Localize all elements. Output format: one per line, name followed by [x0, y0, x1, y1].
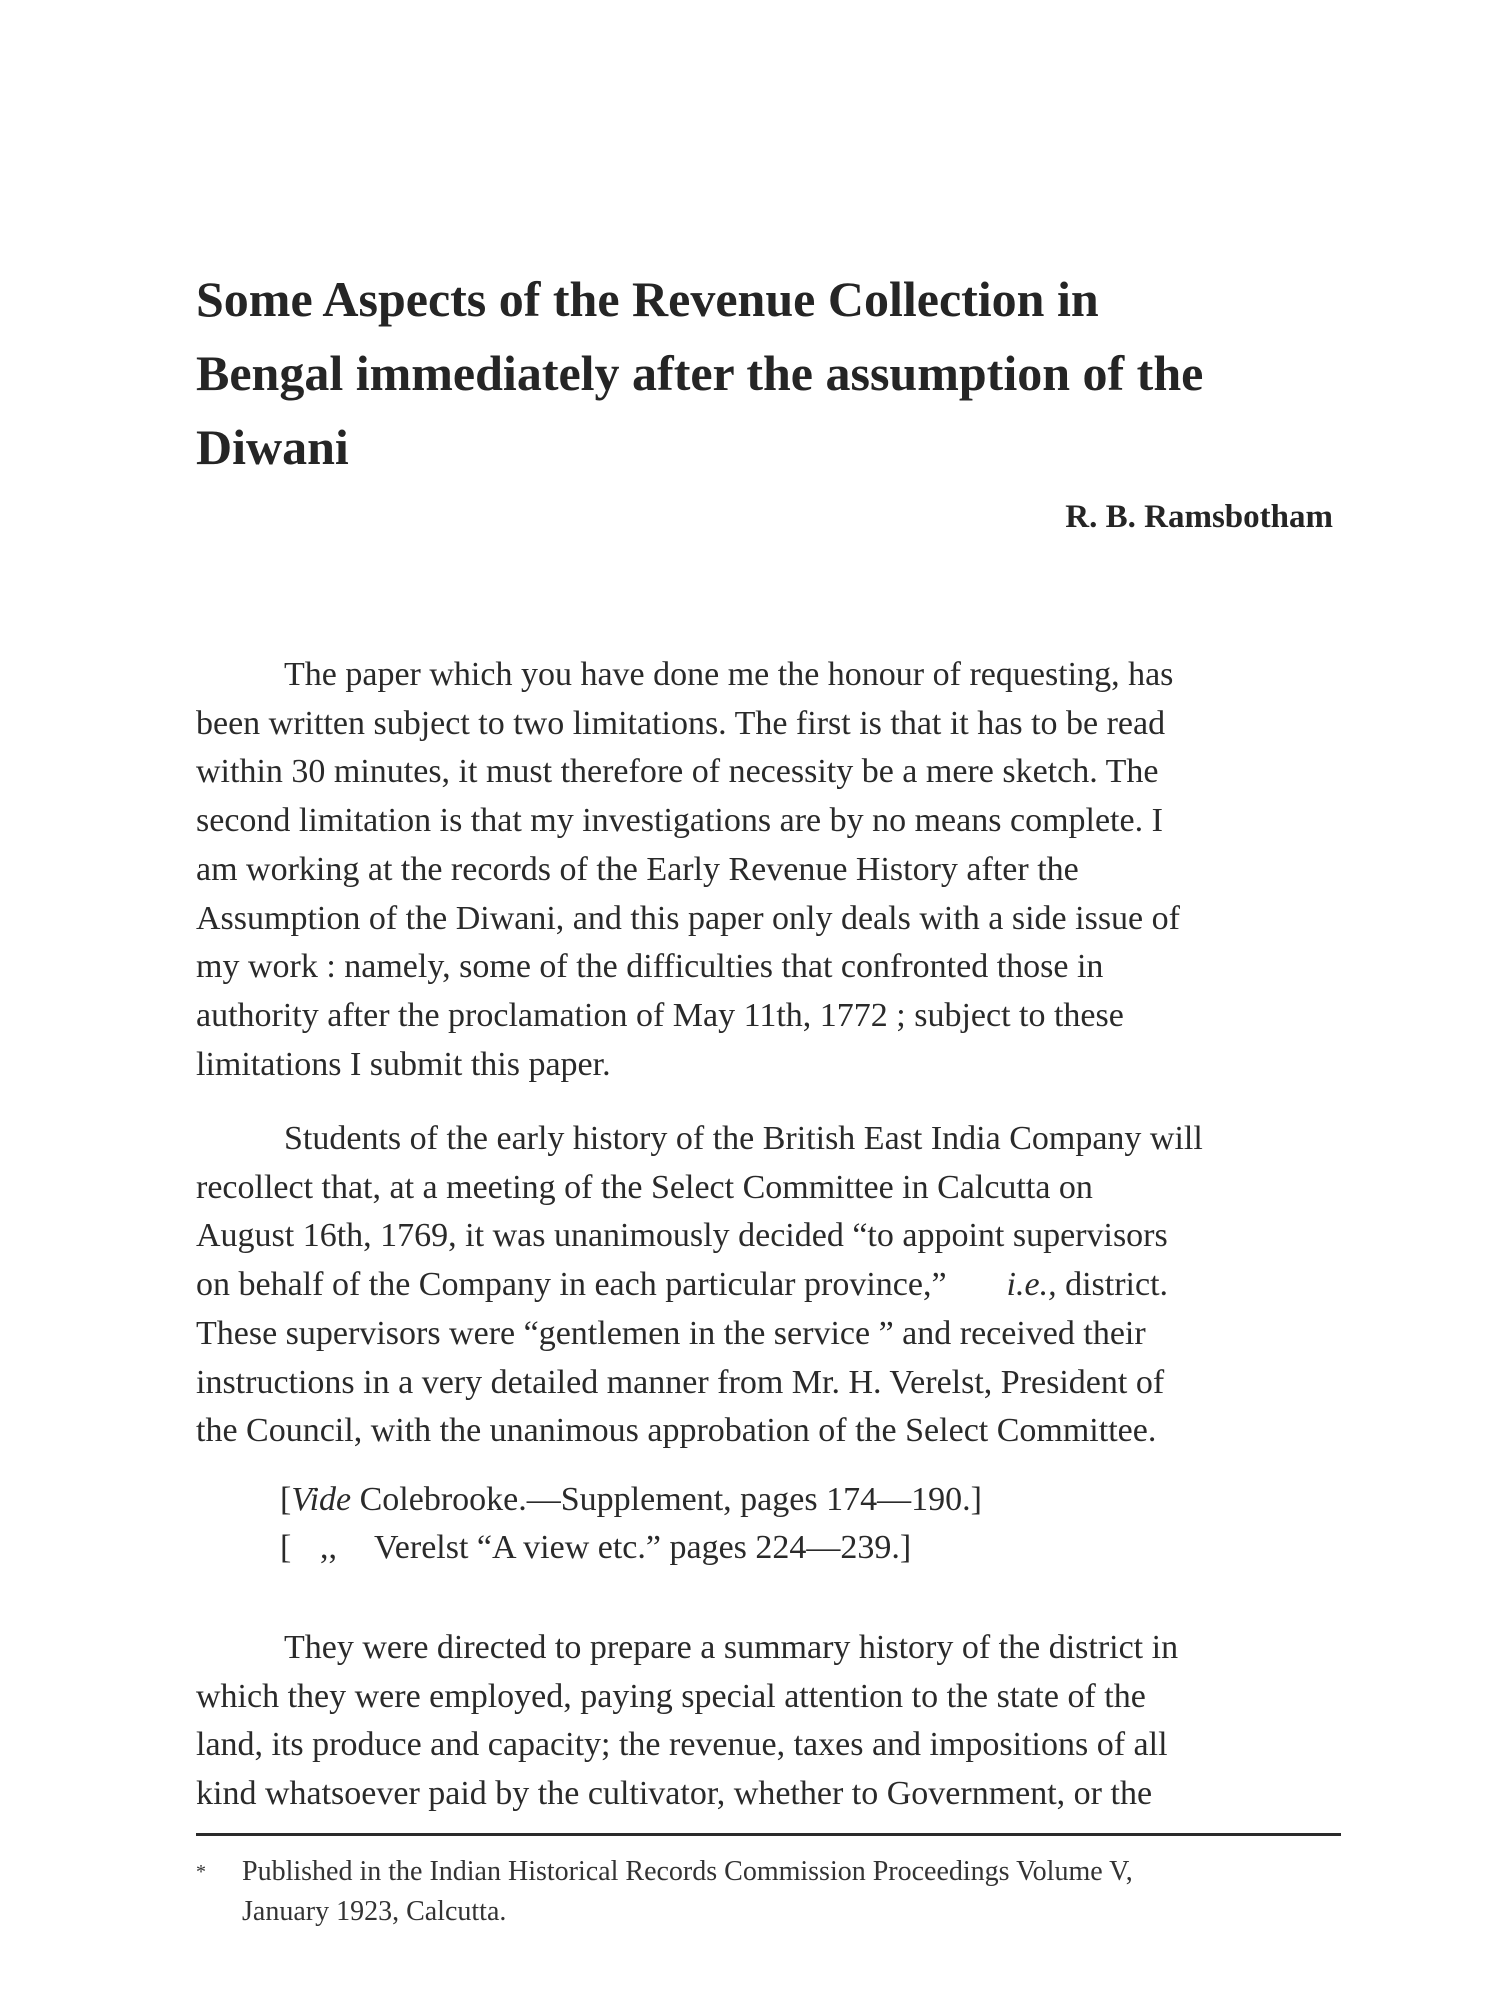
body-paragraph-1 — [196, 651, 1336, 1089]
paragraph-line: my work : namely, some of the difficulties that confronted those in — [196, 948, 1104, 986]
paragraph-line: August 16th, 1769, it was unanimously decided “to appoint supervisors — [196, 1217, 1168, 1255]
paragraph-line: authority after the proclamation of May 11th, 1772 ; subject to these — [196, 996, 1124, 1034]
title-line: Some Aspects of the Revenue Collection in — [196, 271, 1099, 327]
article-title — [196, 262, 1356, 484]
paragraph-line — [196, 1261, 1336, 1310]
ie-abbreviation: i.e., — [1006, 1266, 1057, 1304]
title-line: Diwani — [196, 419, 349, 475]
paragraph-line: within 30 minutes, it must therefore of necessity be a mere sketch. The — [196, 753, 1159, 791]
line-text: district. — [1065, 1266, 1169, 1304]
bracket-open: [ — [280, 1481, 292, 1518]
article-author: R. B. Ramsbotham — [1065, 499, 1333, 535]
reference-verelst — [280, 1524, 911, 1572]
title-line: Bengal immediately after the assumption of the — [196, 345, 1204, 401]
reference-text: Verelst “A view etc.” pages 224—239.] — [374, 1529, 912, 1566]
paragraph-line: These supervisors were “gentlemen in the service ” and received their — [196, 1314, 1146, 1352]
bracket-open: [ — [280, 1529, 292, 1566]
paragraph-line: land, its produce and capacity; the revenue, taxes and impositions of all — [196, 1726, 1168, 1764]
paragraph-line: the Council, with the unanimous approbation of the Select Committee. — [196, 1412, 1157, 1450]
footnote-marker: * — [196, 1861, 206, 1883]
paragraph-line: recollect that, at a meeting of the Select Committee in Calcutta on — [196, 1168, 1093, 1206]
paragraph-line: instructions in a very detailed manner from Mr. H. Verelst, President of — [196, 1363, 1165, 1401]
paragraph-line: been written subject to two limitations. The first is that it has to be read — [196, 704, 1166, 742]
body-paragraph-2 — [196, 1115, 1336, 1456]
ditto-mark: ,, — [320, 1529, 337, 1566]
paragraph-line: Students of the early history of the British East India Company will — [284, 1120, 1203, 1157]
vide-word: Vide — [291, 1481, 352, 1518]
line-text: on behalf of the Company in each particular province,” — [196, 1266, 947, 1304]
footnote-divider — [196, 1833, 1341, 1836]
paragraph-line: kind whatsoever paid by the cultivator, whether to Government, or the — [196, 1775, 1153, 1813]
paragraph-line: second limitation is that my investigations are by no means complete. I — [196, 802, 1163, 840]
paragraph-line: The paper which you have done me the honour of requesting, has — [284, 656, 1174, 693]
reference-text: Colebrooke.—Supplement, pages 174—190.] — [359, 1481, 982, 1518]
paragraph-line: am working at the records of the Early Revenue History after the — [196, 850, 1079, 888]
paragraph-line: which they were employed, paying special attention to the state of the — [196, 1677, 1146, 1715]
body-paragraph-3 — [196, 1624, 1336, 1819]
footnote — [196, 1852, 1346, 1932]
footnote-line: Published in the Indian Historical Records Commission Proceedings Volume V, — [242, 1856, 1133, 1887]
paragraph-line: They were directed to prepare a summary history of the district in — [284, 1629, 1179, 1666]
paragraph-line: Assumption of the Diwani, and this paper only deals with a side issue of — [196, 899, 1180, 937]
reference-colebrooke — [280, 1476, 982, 1524]
paragraph-line: limitations I submit this paper. — [196, 1045, 611, 1083]
footnote-line: January 1923, Calcutta. — [242, 1896, 507, 1927]
